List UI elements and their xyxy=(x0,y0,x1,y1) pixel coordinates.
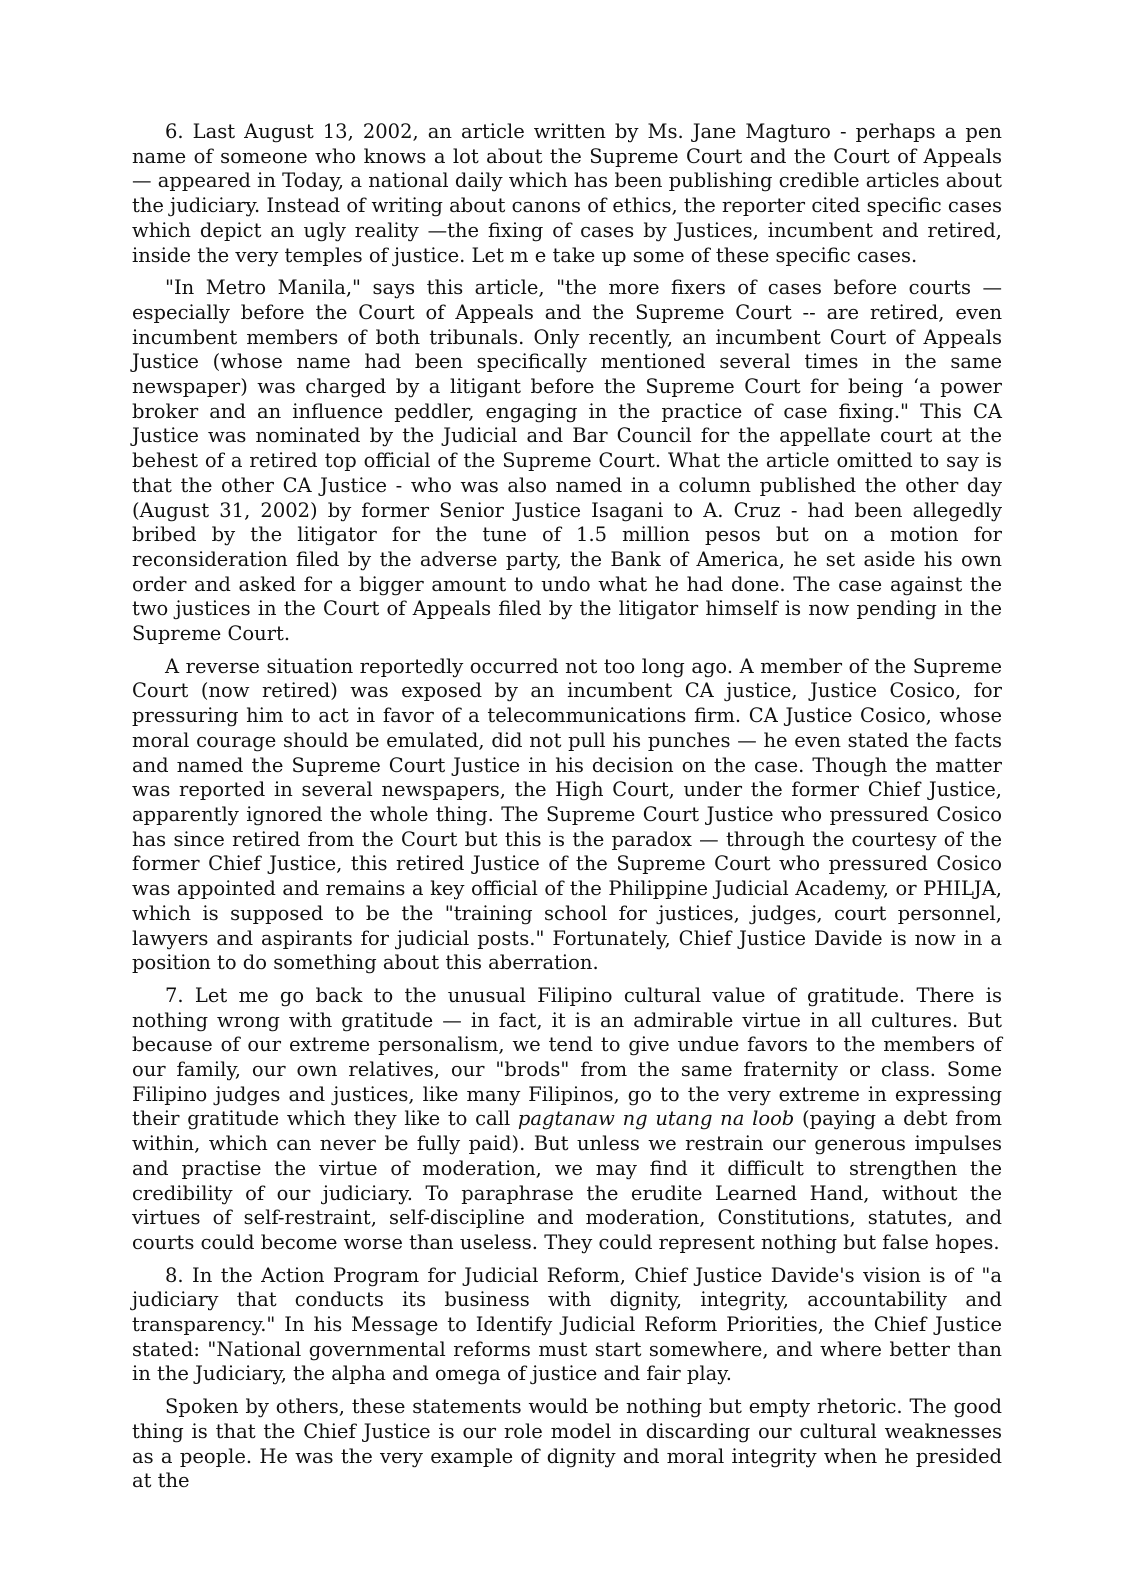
paragraph-7-italic-phrase: pagtanaw ng utang na loob xyxy=(517,1107,795,1131)
paragraph-8-text: 8. In the Action Program for Judicial Reform, Chief Justice Davide's vision is of "a judiciary that conducts its business with dignity, integrity, accountability and transparency." In his Message to Identify Judicial Reform Priorities, the Chief Justice stated: "National governmental reforms must start somewhere, and where better than in the Judiciary, the alpha and omega of justice and fair play. xyxy=(132,1263,1002,1386)
paragraph-6-quote-text: "In Metro Manila," says this article, "the more fixers of cases before courts — especially before the Court of Appeals and the Supreme Court -- are retired, even incumbent members of both tribunals. Only recently, an incumbent Court of Appeals Justice (whose name had been specifically mentioned several times in the same newspaper) was charged by a litigant before the Supreme Court for being ‘a power broker and an influence peddler, engaging in the practice of case fixing." This CA Justice was nominated by the Judicial and Bar Council for the appellate court at the behest of a retired top official of the Supreme Court. What the article omitted to say is that the other CA Justice - who was also named in a column published the other day (August 31, 2002) by former Senior Justice Isagani to A. Cruz - had been allegedly bribed by the litigator for the tune of 1.5 million pesos but on a motion for reconsideration filed by the adverse party, the Bank of America, he set aside his own order and asked for a bigger amount to undo what he had done. The case against the two justices in the Court of Appeals filed by the litigator himself is now pending in the Supreme Court. xyxy=(132,276,1002,646)
paragraph-7 xyxy=(132,984,1002,1256)
paragraph-6-text: 6. Last August 13, 2002, an article written by Ms. Jane Magturo - perhaps a pen name of someone who knows a lot about the Supreme Court and the Court of Appeals — appeared in Today, a national daily which has been publishing credible articles about the judiciary. Instead of writing about canons of ethics, the reporter cited specific cases which depict an ugly reality —the fixing of cases by Justices, incumbent and retired, inside the very temples of justice. Let m e take up some of these specific cases. xyxy=(132,120,1002,267)
paragraph-7-text-a: 7. Let me go back to the unusual Filipino cultural value of gratitude. There is nothing wrong with gratitude — in fact, it is an admirable virtue in all cultures. But because of our extreme personalism, we tend to give undue favors to the members of our family, our own relatives, our "brods" from the same fraternity or class. Some Filipino judges and justices, like many Filipinos, go to the very extreme in expressing their gratitude which they like to call xyxy=(132,983,1002,1131)
paragraph-spoken-by-others-text: Spoken by others, these statements would be nothing but empty rhetoric. The good thing is that the Chief Justice is our role model in discarding our cultural weaknesses as a people. He was the very example of dignity and moral integrity when he presided at the xyxy=(132,1395,1002,1493)
paragraph-6-quote xyxy=(132,276,1002,647)
paragraph-spoken-by-others xyxy=(132,1395,1002,1494)
paragraph-6 xyxy=(132,120,1002,268)
paragraph-reverse-situation xyxy=(132,655,1002,976)
document-page xyxy=(132,120,1002,1502)
paragraph-7-text-b: (paying a debt from within, which can never be fully paid). But unless we restrain our generous impulses and practise the virtue of moderation, we may find it difficult to strengthen the credibility of our judiciary. To paraphrase the erudite Learned Hand, without the virtues of self-restraint, self-discipline and moderation, Constitutions, statutes, and courts could become worse than useless. They could represent nothing but false hopes. xyxy=(132,1107,1002,1254)
paragraph-8 xyxy=(132,1264,1002,1388)
paragraph-reverse-situation-text: A reverse situation reportedly occurred not too long ago. A member of the Supreme Court (now retired) was exposed by an incumbent CA justice, Justice Cosico, for pressuring him to act in favor of a telecommunications firm. CA Justice Cosico, whose moral courage should be emulated, did not pull his punches — he even stated the facts and named the Supreme Court Justice in his decision on the case. Though the matter was reported in several newspapers, the High Court, under the former Chief Justice, apparently ignored the whole thing. The Supreme Court Justice who pressured Cosico has since retired from the Court but this is the paradox — through the courtesy of the former Chief Justice, this retired Justice of the Supreme Court who pressured Cosico was appointed and remains a key official of the Philippine Judicial Academy, or PHILJA, which is supposed to be the "training school for justices, judges, court personnel, lawyers and aspirants for judicial posts." Fortunately, Chief Justice Davide is now in a position to do something about this aberration. xyxy=(132,654,1002,975)
